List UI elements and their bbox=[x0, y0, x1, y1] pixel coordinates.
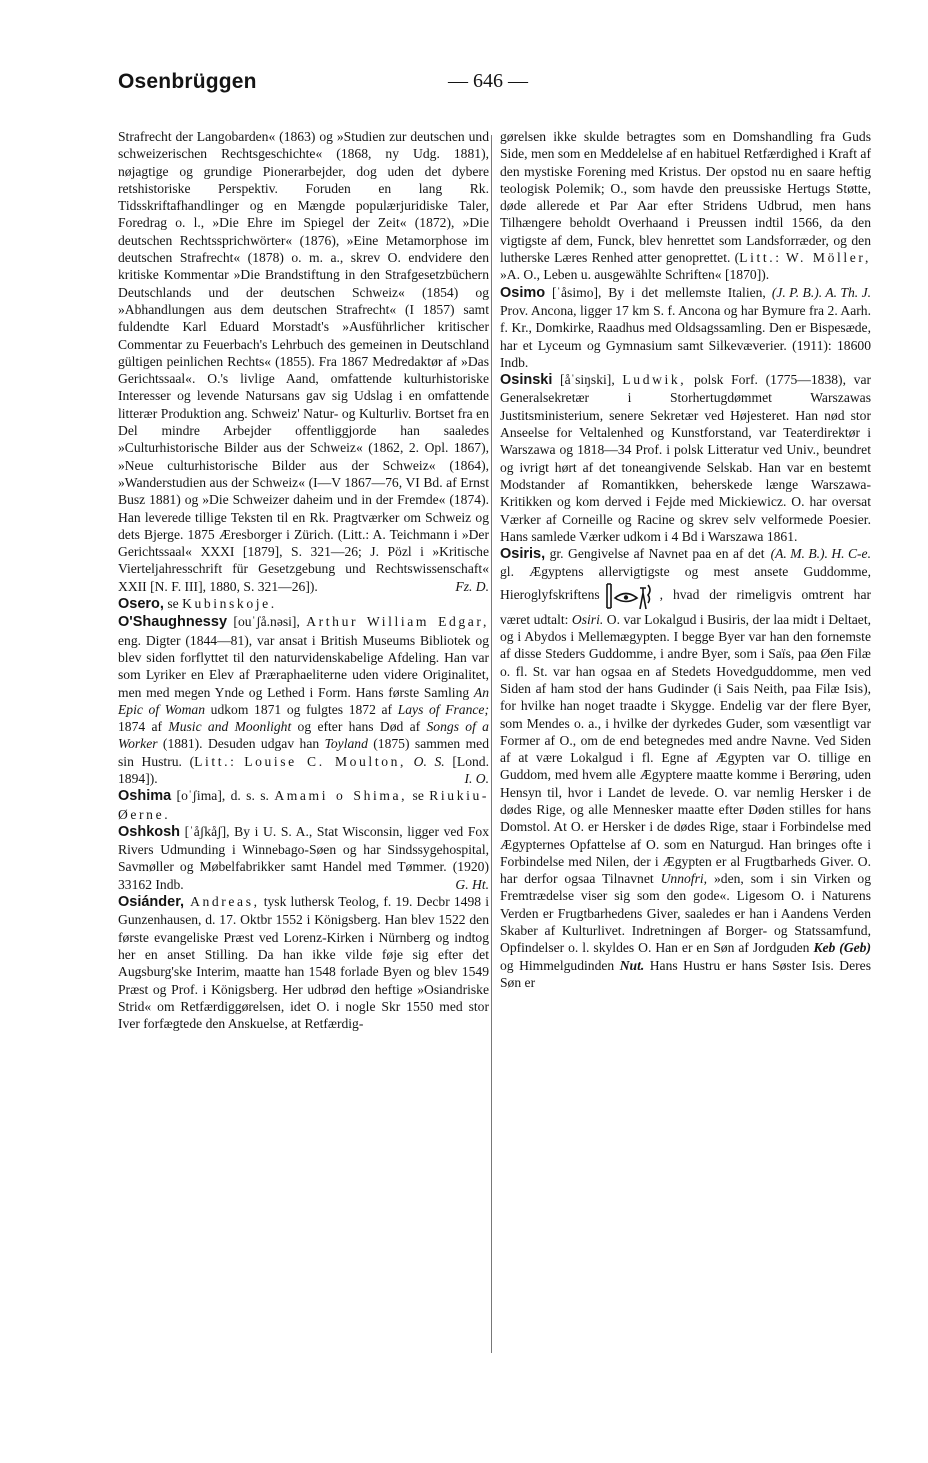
pronunciation: [ouˈʃå.nəsi], bbox=[227, 614, 307, 630]
entry-text: »A. O., Leben u. ausgewählte Schriften« [1870]). bbox=[500, 267, 770, 283]
entry-osiris bbox=[500, 545, 871, 991]
entry-text: udkom 1871 og fulgtes 1872 af bbox=[205, 701, 398, 717]
entry-text: , hvad der rimeligvis omtrent har været udtalt: bbox=[500, 586, 871, 627]
entry-osero bbox=[118, 595, 489, 613]
person-name: Ludwik, bbox=[622, 372, 687, 388]
work-title: O. S. bbox=[413, 753, 445, 769]
entry-oshima bbox=[118, 787, 489, 823]
entry-text: [oˈʃima], d. s. s. bbox=[171, 788, 275, 804]
entry-continuation bbox=[118, 128, 489, 595]
work-title: Toyland bbox=[324, 736, 368, 752]
entry-text: [ˈåsimo], By i det mellemste Italien, Prov. Ancona, ligger 17 km S. f. Ancona og har Bymure fra 2. Aarh. f. Kr., Domkirke, Raadhus med Oldsagssamling. Den er Bispesæde, har et Lyceum og Gymnasium samt Silkevæverier. (1911): 18600 Indb. bbox=[500, 284, 871, 370]
literature-label: Litt.: bbox=[739, 250, 782, 266]
deity-name: Keb (Geb) bbox=[813, 940, 871, 956]
entry-headword: Osinski bbox=[500, 372, 553, 389]
entry-headword: Osero, bbox=[118, 596, 164, 613]
entry-text: Hans Hustru er hans Søster Isis. Deres Søn er bbox=[500, 957, 871, 990]
entry-text: 1874 af bbox=[118, 719, 169, 735]
osiris-hieroglyph-icon bbox=[604, 581, 656, 611]
cross-reference: Kubinskoje. bbox=[182, 596, 277, 612]
entry-text: [Lond. 1894]). bbox=[118, 753, 489, 786]
cited-author: W. Möller, bbox=[785, 250, 871, 266]
entry-text: »den, som i sin Virken og Fremtrædelse viser sig som den gode«. Ligesom O. i Naturens Verden er Frugtbarhedens Giver, saaledes er han i Aandens Verden Skaber af Kulturlivet. Indretningen af Borger- og Statssamfund, Opfindelser o. l. skyldes O. Han er en Søn af Jordguden bbox=[500, 871, 871, 956]
column-divider bbox=[491, 135, 492, 1353]
person-name: Andreas, bbox=[184, 894, 260, 910]
entry-text: se bbox=[163, 596, 183, 612]
running-headword: Osenbrüggen bbox=[118, 70, 257, 93]
entry-text: (1881). Desuden udgav han bbox=[157, 736, 325, 752]
right-column bbox=[500, 128, 871, 991]
author-signature: Fz. D. bbox=[455, 578, 489, 594]
entry-osiander bbox=[118, 893, 489, 1032]
page-number: — 646 — bbox=[448, 70, 528, 92]
entry-text: gørelsen ikke skulde betragtes som en Domshandling fra Guds Side, men som en Meddelelse af en habituel Retfærdighed i Kraft af den mystiske Forening med Kristus. Der opstod nu en saare heftig teologisk Polemik; O., som havde den preussiske Hertugs Støtte, døde allerede et Par Aar efter Stridens Udbrud, men hans Tilhængere beholdt Overhaand i Preussen indtil 1566, da den vigtigste af dem, Funck, blev henrettet som Landsforræder, og den lutherske Læres Renhed atter genoprettet. ( bbox=[500, 129, 871, 266]
entry-text: [ˈåʃkåʃ], By i U. S. A., Stat Wisconsin, ligger ved Fox Rivers Udmunding i Winnebago-Søen og har Sindssygehospital, Savmøller og Møbelfabrikker samt Handel med Tømmer. (1920) 33162 Indb. bbox=[118, 823, 489, 892]
entry-text: Strafrecht der Langobarden« (1863) og »Studien zur deutschen und schweizerischen Rechtsgeschichte« (1868, ny Udg. 1881), nøjagtige og grundige Pionerarbejder, dog uden det dybere retshistoriske Perspektiv. Foruden en lang Rk. Tidsskriftafhandlinger og en Mængde populærjuridiske Taler, Foredrag o. l., »Die Ehre im Spiegel der Zeit« (1872), »Die deutschen Rechtssprichwörter« (1876), »Eine Metamorphose im deutschen Strafrecht« (1878) o. m. a., skrev O. endvidere den kritiske Kommentar »Die Brandstiftung in den Strafgesetzbüchern Deutschlands und der deutschen Schweiz« (1854) og »Abhandlungen aus dem deutschen Strafrecht« (I 1857) samt fuldendte Karl Eduard Morstadt's »Ausführlicher kritischer Commentar zu Feuerbach's Lehrbuch des gemeinen in Deutschland gültigen peinlichen Rechts« (1855). Fra 1867 Medredaktør af »Das Gerichtssaal«. O.'s livlige Aand, omfattende kulturhistoriske Interesser og levende Natursans gav sig Udslag i en omfattende litterær Produktion ang. Schweiz' Natur- og Kulturliv. Bortset fra en Del mindre Arbejder offentliggjorde han saaledes »Culturhistorische Bilder aus der Schweiz« (1862, 2. Opl. 1867), »Neue culturhistorische Bilder aus der Schweiz« (1864), »Wanderstudien aus der Schweiz« (I—V 1867—76, VI Bd. af Ernst Busz 1881) og »Die Schweizer daheim und in der Fremde« (1874). Han leverede tillige Teksten til en Rk. Pragtværker om Schweiz og dets Bjerge. 1875 Æresborger i Zürich. (Litt.: A. Teichmann i »Der Gerichtssaal« XXXI [1879], S. 321—26; J. Pözl i »Kritische Vierteljahresschrift für Gesetzgebung und Rechtswissenschaft« XXII [N. F. III], 1880, S. 321—26]). bbox=[118, 129, 489, 594]
author-signature: (A. M. B.). H. C-e. bbox=[770, 546, 871, 562]
entry-headword: Oshima bbox=[118, 788, 172, 805]
entry-oshkosh bbox=[118, 823, 489, 893]
epithet: Unnofri, bbox=[660, 871, 708, 887]
left-column bbox=[118, 128, 489, 1032]
entry-text: og Himmelgudinden bbox=[500, 957, 620, 973]
work-title: Songs of a Worker bbox=[118, 719, 489, 752]
literature-label: Litt.: bbox=[194, 753, 237, 769]
entry-text: O. var Lokalgud i Busiris, der laa midt i Deltaet, og i Abydos i Mellemægypten. I begge Byer var han den fornemste af disse Steders Guddomme, i andre Byer, som i Saïs, paa Øen Filæ o. fl. St. var han ogsaa en af Stedets Hovedguddomme, men ved Siden af ham stod der hans Gudinder (i Sais Neith, paa Filæ Isis), for hvilke han noget traadte i Skygge. Endelig var der flere Byer, som Mendes o. a., i hvilke der dyrkedes Guder, som væsentligt var Former af O., om de end betegnedes med andre Navne. Ved Siden af at være Lokalgud i fl. Egne af Ægypten var O. tillige en Guddom, med hvem alle Ægyptere maatte komme i Berøring, uden Hensyn til, hvor i Landet de levede. O. var nemlig Hersker i de dødes Rige, og alle Mennesker maatte efter Døden stilles for hans Domstol. At O. er Hersker i de dødes Rige, staar i Forbindelse med Ægypternes Opfattelse af O. som en Naturgud. Han bringes ofte i Forbindelse med Nilen, der i Ægypten er al Frugtbarheds Giver. O. har derfor ogsaa Tilnavnet bbox=[500, 611, 872, 887]
author-signature: I. O. bbox=[464, 770, 489, 786]
cross-reference: Amami o Shima, bbox=[274, 788, 408, 804]
entry-headword: O'Shaughnessy bbox=[118, 614, 228, 631]
entry-headword: Osiris, bbox=[500, 546, 546, 563]
person-name: Arthur William Edgar, bbox=[306, 614, 489, 630]
entry-headword: Osiánder, bbox=[118, 894, 185, 911]
entry-text: gr. Gengivelse af Navnet paa en af det gl. Ægyptens allervigtigste og mest ansete Guddomme, Hieroglyfskriftens bbox=[500, 546, 871, 602]
author-signature: (J. P. B.). A. Th. J. bbox=[771, 284, 871, 300]
work-title: An Epic of Woman bbox=[118, 684, 489, 717]
page-header bbox=[118, 70, 872, 100]
cited-author: Louise C. Moulton, bbox=[244, 753, 406, 769]
entry-text: og efter hans Død af bbox=[291, 719, 427, 735]
entry-headword: Osimo bbox=[500, 284, 546, 301]
entry-text: eng. Digter (1844—81), var ansat i British Museums Bibliotek og blev siden forflyttet til den naturvidenskabelige Afdeling. Han var som Lyriker en Elev af Præraphaeliterne uden videre Originalitet, men med megen Ynde og Lethed i Form. Hans første Samling bbox=[118, 632, 489, 700]
author-signature: G. Ht. bbox=[455, 876, 489, 892]
entry-headword: Oshkosh bbox=[118, 823, 181, 840]
entry-text: se bbox=[407, 788, 430, 804]
entry-text bbox=[406, 754, 414, 769]
pronunciation: [åˈsiŋski], bbox=[552, 372, 623, 388]
work-title: Lays of France; bbox=[397, 701, 489, 717]
deity-name: Nut. bbox=[619, 957, 645, 973]
cross-reference: Riukiu-Øerne. bbox=[118, 788, 489, 822]
entry-text: tysk luthersk Teolog, f. 19. Decbr 1498 i Gunzenhausen, d. 17. Oktbr 1552 i Königsberg. Han blev 1522 den første evangeliske Præst ved Lorenz-Kirken i Nürnberg og indtog her en anset Stilling. Da han ikke vilde føje sig efter det Augsburg'ske Interim, maatte han 1548 forlade Byen og blev 1549 Præst og Prof. i Königsberg. Her udbrød den heftige »Osiandriske Strid« om Retfærdiggørelsen, idet O. i nogle Skr 1550 med stor Iver forfægtede den Anskuelse, at Retfærdig- bbox=[118, 894, 489, 1032]
entry-oshaughnessy bbox=[118, 613, 489, 787]
name-form: Osiri. bbox=[571, 611, 604, 627]
work-title: Music and Moonlight bbox=[168, 719, 292, 735]
entry-text: polsk Forf. (1775—1838), var Generalsekretær i Storhertugdømmet Warszawas Justitsministerium, senere Sekretær ved Højesteret. Han nød stor Anseelse for Veltalenhed og Kunstforstand, var Teaterdirektør i Warszawa og 1818—34 Prof. i polsk Litteratur ved Univ., beundret og ivrigt hørt af det toneangivende Selskab. Han var en bestemt Modstander af Romantikken, beherskede længe Warszawa-Kritikken og kom derved i Fejde med Mickiewicz. O. har oversat Værker af Corneille og Racine og skrev selv velformede Poesier. Hans samlede Værker udkom i 4 Bd i Warszawa 1861. bbox=[500, 372, 872, 544]
entry-text: (1875) sammen med sin Hustru. ( bbox=[118, 736, 489, 769]
